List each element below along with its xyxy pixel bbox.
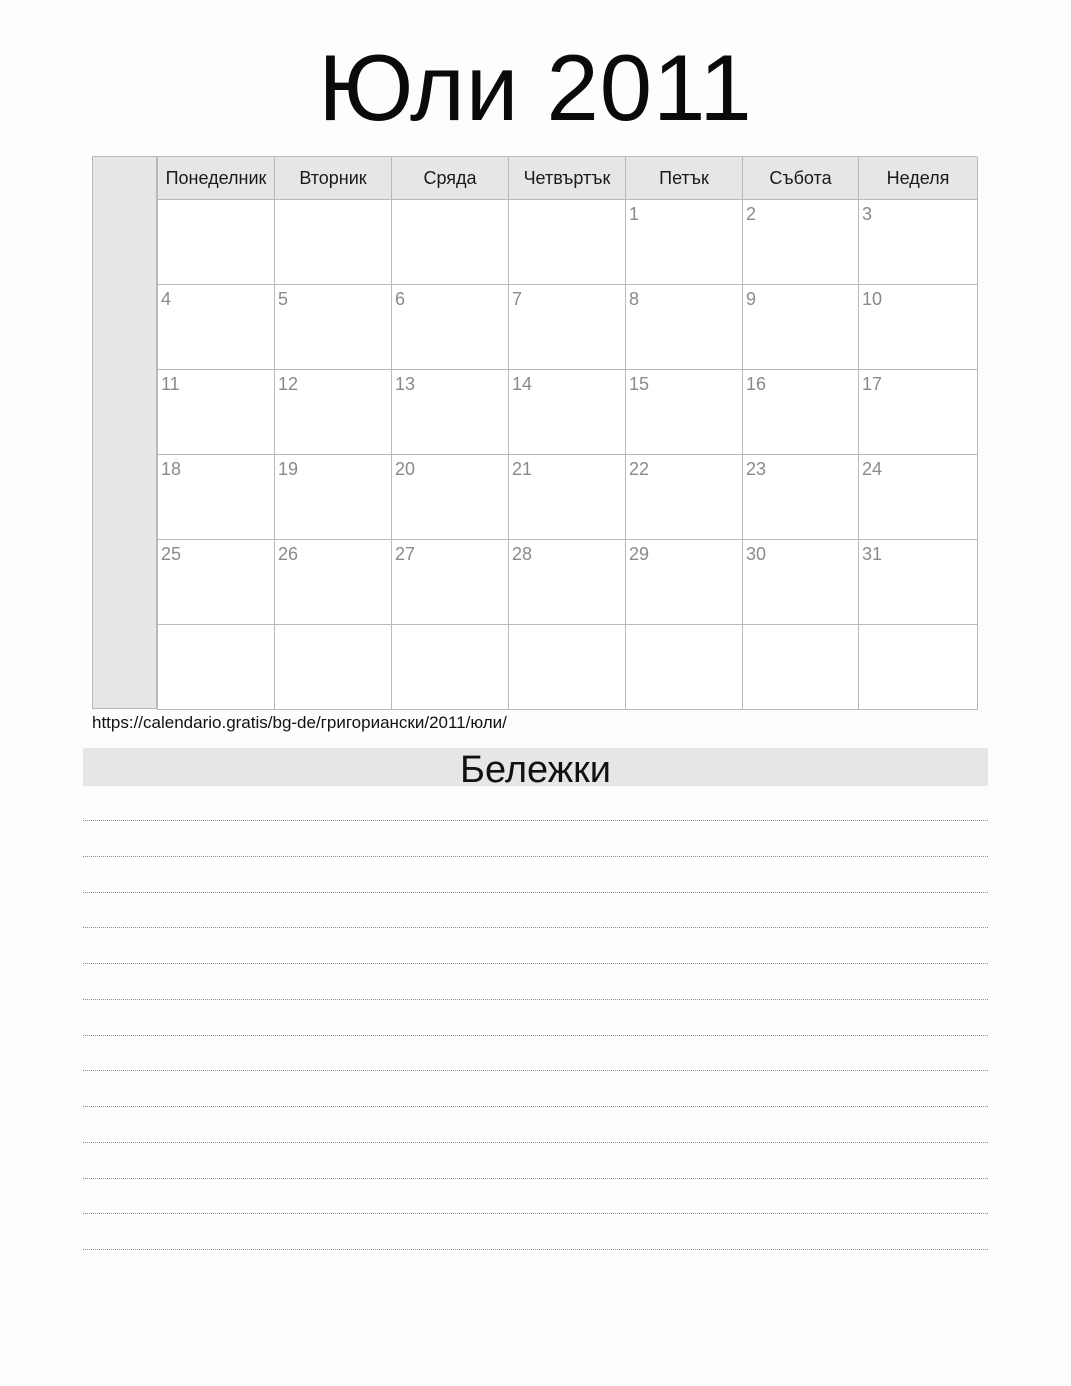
day-cell xyxy=(392,200,509,285)
day-cell: 24 xyxy=(859,455,978,540)
day-cell xyxy=(509,200,626,285)
weekday-header: Петък xyxy=(626,157,743,200)
calendar-title: Юли 2011 xyxy=(318,35,753,140)
day-cell: 6 xyxy=(392,285,509,370)
note-line xyxy=(83,822,988,857)
day-cell: 27 xyxy=(392,540,509,625)
notes-lines xyxy=(83,786,988,1251)
day-cell: 31 xyxy=(859,540,978,625)
day-cell xyxy=(392,625,509,710)
weekday-header: Неделя xyxy=(859,157,978,200)
day-cell: 14 xyxy=(509,370,626,455)
day-cell: 21 xyxy=(509,455,626,540)
day-cell xyxy=(275,200,392,285)
note-line xyxy=(83,893,988,928)
day-cell: 9 xyxy=(743,285,859,370)
source-url: https://calendario.gratis/bg-de/григориански/2011/юли/ xyxy=(92,713,507,732)
day-cell: 8 xyxy=(626,285,743,370)
note-line xyxy=(83,1144,988,1179)
day-cell xyxy=(626,625,743,710)
weekday-header: Понеделник xyxy=(158,157,275,200)
day-cell xyxy=(743,625,859,710)
day-cell: 4 xyxy=(158,285,275,370)
day-cell: 30 xyxy=(743,540,859,625)
note-line xyxy=(83,1072,988,1107)
day-cell: 22 xyxy=(626,455,743,540)
day-cell: 11 xyxy=(158,370,275,455)
day-cell xyxy=(509,625,626,710)
weekday-header: Четвъртък xyxy=(509,157,626,200)
day-cell: 17 xyxy=(859,370,978,455)
day-cell: 2 xyxy=(743,200,859,285)
notes-heading: Бележки xyxy=(83,748,988,786)
note-line xyxy=(83,786,988,821)
day-cell: 19 xyxy=(275,455,392,540)
note-line xyxy=(83,1215,988,1250)
day-cell: 23 xyxy=(743,455,859,540)
weekday-header: Събота xyxy=(743,157,859,200)
day-cell: 18 xyxy=(158,455,275,540)
calendar-grid xyxy=(157,156,977,710)
day-cell: 12 xyxy=(275,370,392,455)
weekday-header: Вторник xyxy=(275,157,392,200)
note-line xyxy=(83,1179,988,1214)
day-cell: 10 xyxy=(859,285,978,370)
day-cell: 5 xyxy=(275,285,392,370)
day-cell: 16 xyxy=(743,370,859,455)
note-line xyxy=(83,929,988,964)
day-cell xyxy=(158,625,275,710)
day-cell: 7 xyxy=(509,285,626,370)
day-cell: 13 xyxy=(392,370,509,455)
day-cell xyxy=(275,625,392,710)
day-cell: 20 xyxy=(392,455,509,540)
note-line xyxy=(83,1036,988,1071)
note-line xyxy=(83,965,988,1000)
day-cell: 28 xyxy=(509,540,626,625)
day-cell: 29 xyxy=(626,540,743,625)
weekday-header: Сряда xyxy=(392,157,509,200)
week-number-column xyxy=(92,156,157,709)
day-cell: 26 xyxy=(275,540,392,625)
day-cell xyxy=(158,200,275,285)
day-cell: 15 xyxy=(626,370,743,455)
day-cell xyxy=(859,625,978,710)
day-cell: 3 xyxy=(859,200,978,285)
note-line xyxy=(83,1108,988,1143)
day-cell: 1 xyxy=(626,200,743,285)
note-line xyxy=(83,858,988,893)
day-cell: 25 xyxy=(158,540,275,625)
note-line xyxy=(83,1001,988,1036)
